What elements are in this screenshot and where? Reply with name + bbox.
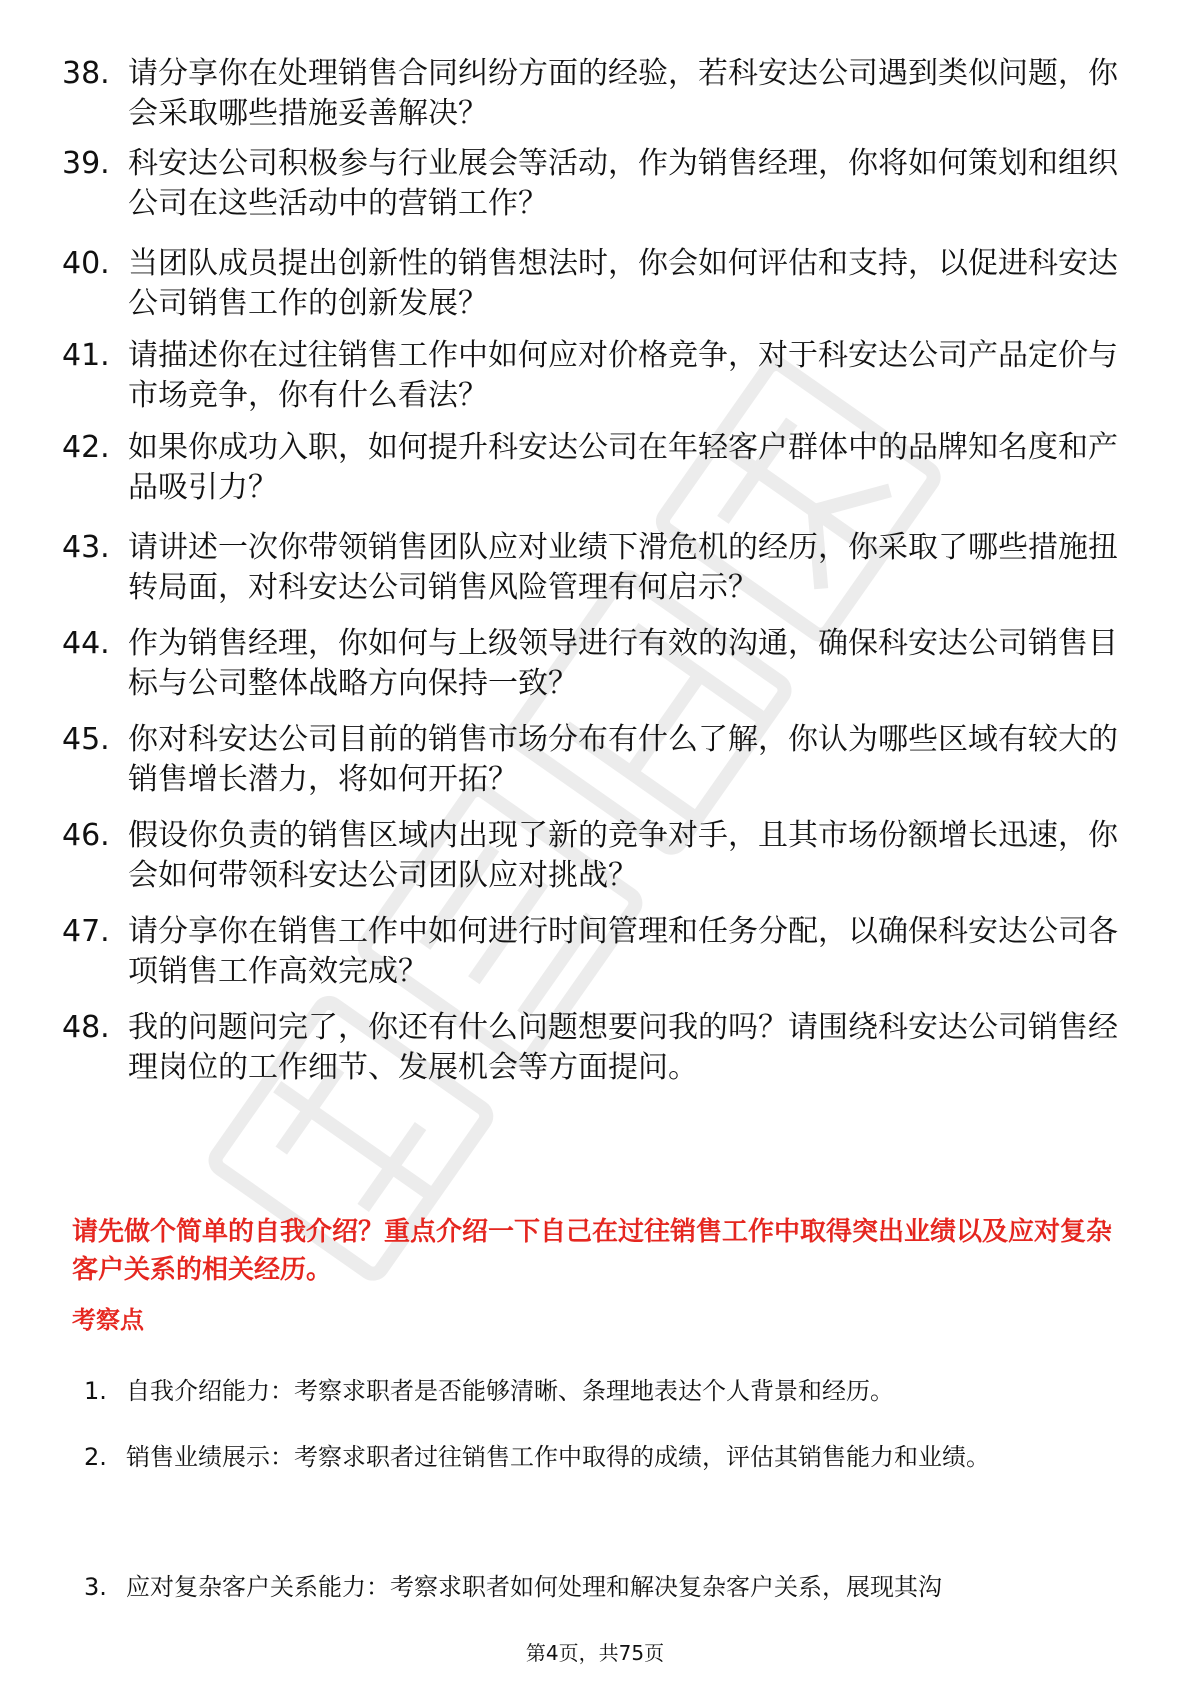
question-number: 39. — [62, 146, 110, 181]
question-number: 41. — [62, 338, 110, 373]
question-text: 作为销售经理，你如何与上级领导进行有效的沟通，确保科安达公司销售目标与公司整体战略方向保持一致？ — [128, 626, 1118, 701]
question-number: 44. — [62, 626, 110, 661]
page-footer: 第4页，共75页 — [525, 1641, 665, 1665]
point-text: 自我介绍能力：考察求职者是否能够清晰、条理地表达个人背景和经历。 — [126, 1377, 894, 1405]
question-text: 请分享你在销售工作中如何进行时间管理和任务分配，以确保科安达公司各项销售工作高效完成？ — [128, 914, 1118, 989]
point-number: 2. — [84, 1443, 107, 1471]
question-item — [62, 720, 1122, 800]
point-number: 1. — [84, 1377, 107, 1405]
question-number: 47. — [62, 914, 110, 949]
point-text: 销售业绩展示：考察求职者过往销售工作中取得的成绩，评估其销售能力和业绩。 — [126, 1443, 990, 1471]
question-number: 42. — [62, 430, 110, 465]
point-text: 应对复杂客户关系能力：考察求职者如何处理和解决复杂客户关系，展现其沟 — [126, 1573, 942, 1601]
question-text: 我的问题问完了，你还有什么问题想要问我的吗？请围绕科安达公司销售经理岗位的工作细节、发展机会等方面提问。 — [128, 1010, 1118, 1085]
question-item — [62, 144, 1122, 224]
intro-question: 请先做个简单的自我介绍？重点介绍一下自己在过往销售工作中取得突出业绩以及应对复杂客户关系的相关经历。 — [72, 1217, 1113, 1285]
question-text: 科安达公司积极参与行业展会等活动，作为销售经理，你将如何策划和组织公司在这些活动中的营销工作？ — [128, 146, 1118, 221]
question-number: 45. — [62, 722, 110, 757]
question-text: 请分享你在处理销售合同纠纷方面的经验，若科安达公司遇到类似问题，你会采取哪些措施妥善解决？ — [128, 56, 1118, 131]
question-text: 当团队成员提出创新性的销售想法时，你会如何评估和支持，以促进科安达公司销售工作的创新发展？ — [128, 246, 1118, 321]
question-number: 46. — [62, 818, 110, 853]
assessment-point — [84, 1556, 1124, 1618]
section-title: 考察点 — [72, 1306, 144, 1334]
question-item — [62, 528, 1122, 608]
question-item — [62, 624, 1122, 704]
question-text: 请讲述一次你带领销售团队应对业绩下滑危机的经历，你采取了哪些措施扭转局面，对科安达公司销售风险管理有何启示？ — [128, 530, 1118, 605]
question-item — [62, 1008, 1122, 1088]
point-number: 3. — [84, 1573, 107, 1601]
question-item — [62, 428, 1122, 508]
question-item — [62, 816, 1122, 896]
question-item — [62, 912, 1122, 992]
assessment-point — [84, 1360, 1124, 1422]
question-text: 假设你负责的销售区域内出现了新的竞争对手，且其市场份额增长迅速，你会如何带领科安达公司团队应对挑战？ — [128, 818, 1118, 893]
question-text: 请描述你在过往销售工作中如何应对价格竞争，对于科安达公司产品定价与市场竞争，你有什么看法？ — [128, 338, 1118, 413]
question-item — [62, 54, 1122, 134]
question-number: 38. — [62, 56, 110, 91]
question-number: 48. — [62, 1010, 110, 1045]
question-number: 43. — [62, 530, 110, 565]
assessment-point — [84, 1426, 1124, 1488]
question-item — [62, 336, 1122, 416]
question-text: 如果你成功入职，如何提升科安达公司在年轻客户群体中的品牌知名度和产品吸引力？ — [128, 430, 1118, 505]
question-text: 你对科安达公司目前的销售市场分布有什么了解，你认为哪些区域有较大的销售增长潜力，将如何开拓？ — [128, 722, 1118, 797]
question-item — [62, 244, 1122, 324]
question-number: 40. — [62, 246, 110, 281]
